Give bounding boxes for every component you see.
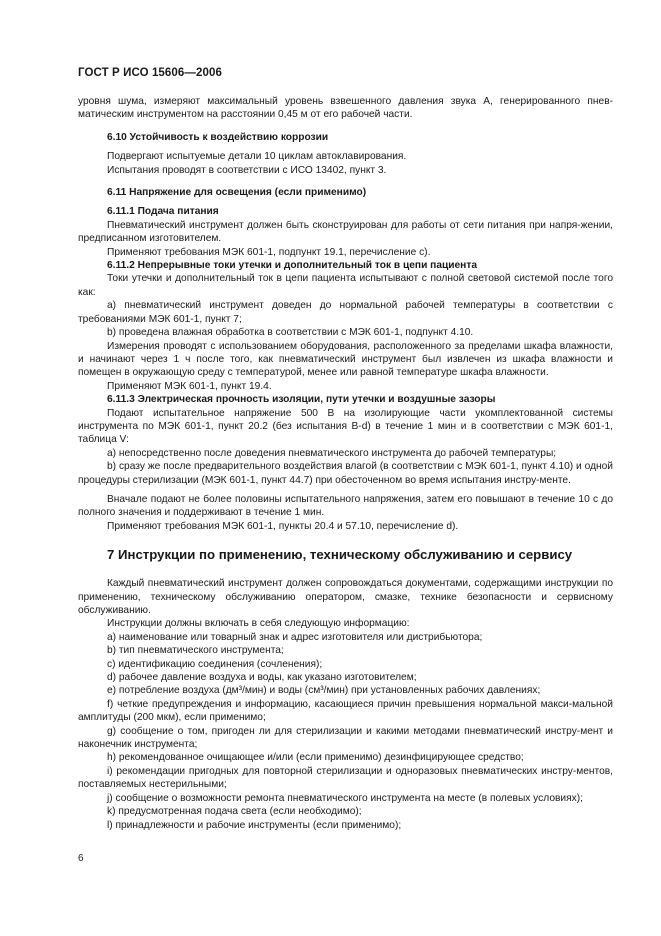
paragraph: Каждый пневматический инструмент должен сопровождаться документами, содержащими инструкции по применению, техническому обслуживанию оператором, смазке, технике безопасности и сервисному обслуживанию. xyxy=(78,578,613,616)
paragraph: b) сразу же после предварительного воздействия влагой (в соответствии с МЭК 601-1, пункт 4.10) и одной процедуры стерилизации (МЭК 601-1, пункт 44.7) при обесточенном во время испытания инстру-менте. xyxy=(78,461,613,486)
paragraph: Пневматический инструмент должен быть сконструирован для работы от сети питания при напря-жении, предписанном изготовителем. xyxy=(78,219,613,245)
paragraph: d) рабочее давление воздуха и воды, как указано изготовителем; xyxy=(107,672,417,684)
paragraph: Измерения проводят с использованием оборудования, расположенного за пределами шкафа влажности, и начинают через 1 ч после того, как пневматический инструмент был извлечен из шкафа влажности и помещен в окружающую среду с температурой, менее или равной температуре шкафа влажности. xyxy=(78,340,613,379)
subsection-heading: 6.11 Напряжение для освещения (если применимо) xyxy=(107,187,367,199)
page-number: 6 xyxy=(78,853,84,864)
paragraph: Применяют требования МЭК 601-1, пункты 20.4 и 57.10, перечисление d). xyxy=(107,520,459,532)
paragraph: i) рекомендации пригодных для повторной стерилизации и одноразовых пневматических инстру-ментов, поставляемых нестерильными; xyxy=(78,765,613,791)
paragraph: j) сообщение о возможности ремонта пневматического инструмента на месте (в полевых условиях); xyxy=(107,792,583,804)
standard-header: ГОСТ Р ИСО 15606—2006 xyxy=(78,67,223,79)
paragraph: h) рекомендованное очищающее и/или (если применимо) дезинфицирующее средство; xyxy=(107,752,524,764)
section-heading: 7 Инструкции по применению, техническому обслуживанию и сервису xyxy=(107,547,573,563)
paragraph: a) непосредственно после доведения пневматического инструмента до рабочей температуры; xyxy=(107,447,557,459)
paragraph: Инструкции должны включать в себя следующую информацию: xyxy=(107,618,410,630)
paragraph: a) пневматический инструмент доведен до нормальной рабочей температуры в соответствии с требованиями МЭК 601-1, пункт 7; xyxy=(78,300,613,325)
paragraph: Подвергают испытуемые детали 10 циклам автоклавирования. xyxy=(107,151,407,163)
paragraph: a) наименование или товарный знак и адрес изготовителя или дистрибьютора; xyxy=(107,631,483,643)
paragraph: e) потребление воздуха (дм³/мин) и воды (см³/мин) при установленных рабочих давлениях; xyxy=(107,685,541,697)
subsection-heading: 6.11.2 Непрерывные токи утечки и дополнительный ток в цепи пациента xyxy=(107,260,477,272)
subsection-heading: 6.11.3 Электрическая прочность изоляции, пути утечки и воздушные зазоры xyxy=(107,394,496,406)
paragraph: f) четкие предупреждения и информацию, касающиеся причин превышения нормальной макси-мальной амплитуды (200 мкм), если применимо; xyxy=(78,698,613,724)
paragraph: Применяют требования МЭК 601-1, подпункт 19.1, перечисление с). xyxy=(107,246,431,258)
paragraph: Токи утечки и дополнительный ток в цепи пациента испытывают с полной световой системой после того как: xyxy=(78,273,613,298)
subsection-heading: 6.11.1 Подача питания xyxy=(107,206,219,218)
body-text xyxy=(78,95,613,832)
paragraph: Испытания проводят в соответствии с ИСО 13402, пункт 3. xyxy=(107,164,387,176)
subsection-heading: 6.10 Устойчивость к воздействию коррозии xyxy=(107,131,329,143)
paragraph: l) принадлежности и рабочие инструменты (если применимо); xyxy=(107,819,402,831)
paragraph: c) идентификацию соединения (сочленения); xyxy=(107,658,323,670)
paragraph: уровня шума, измеряют максимальный уровень взвешенного давления звука A, генерированного пнев-матическим инструментом на расстоянии 0,45 м от его рабочей части. xyxy=(78,96,613,121)
paragraph: Подают испытательное напряжение 500 В на изолирующие части укомплектованной системы инструмента по МЭК 601-1, пункт 20.2 (без испытания B-d) в течение 1 мин и в соответствии с МЭК 601-1, таблица V: xyxy=(78,407,613,446)
paragraph: k) предусмотренная подача света (если необходимо); xyxy=(107,806,362,818)
paragraph: g) сообщение о том, пригоден ли для стерилизации и какими методами пневматический инстру-мент и наконечник инструмента; xyxy=(78,725,613,751)
paragraph: Вначале подают не более половины испытательного напряжения, затем его повышают в течение 10 с до полного значения и поддерживают в течение 1 мин. xyxy=(78,493,613,519)
paragraph: Применяют МЭК 601-1, пункт 19.4. xyxy=(107,380,272,392)
paragraph: b) тип пневматического инструмента; xyxy=(107,645,284,657)
paragraph: b) проведена влажная обработка в соответствии с МЭК 601-1, подпункт 4.10. xyxy=(107,327,474,339)
